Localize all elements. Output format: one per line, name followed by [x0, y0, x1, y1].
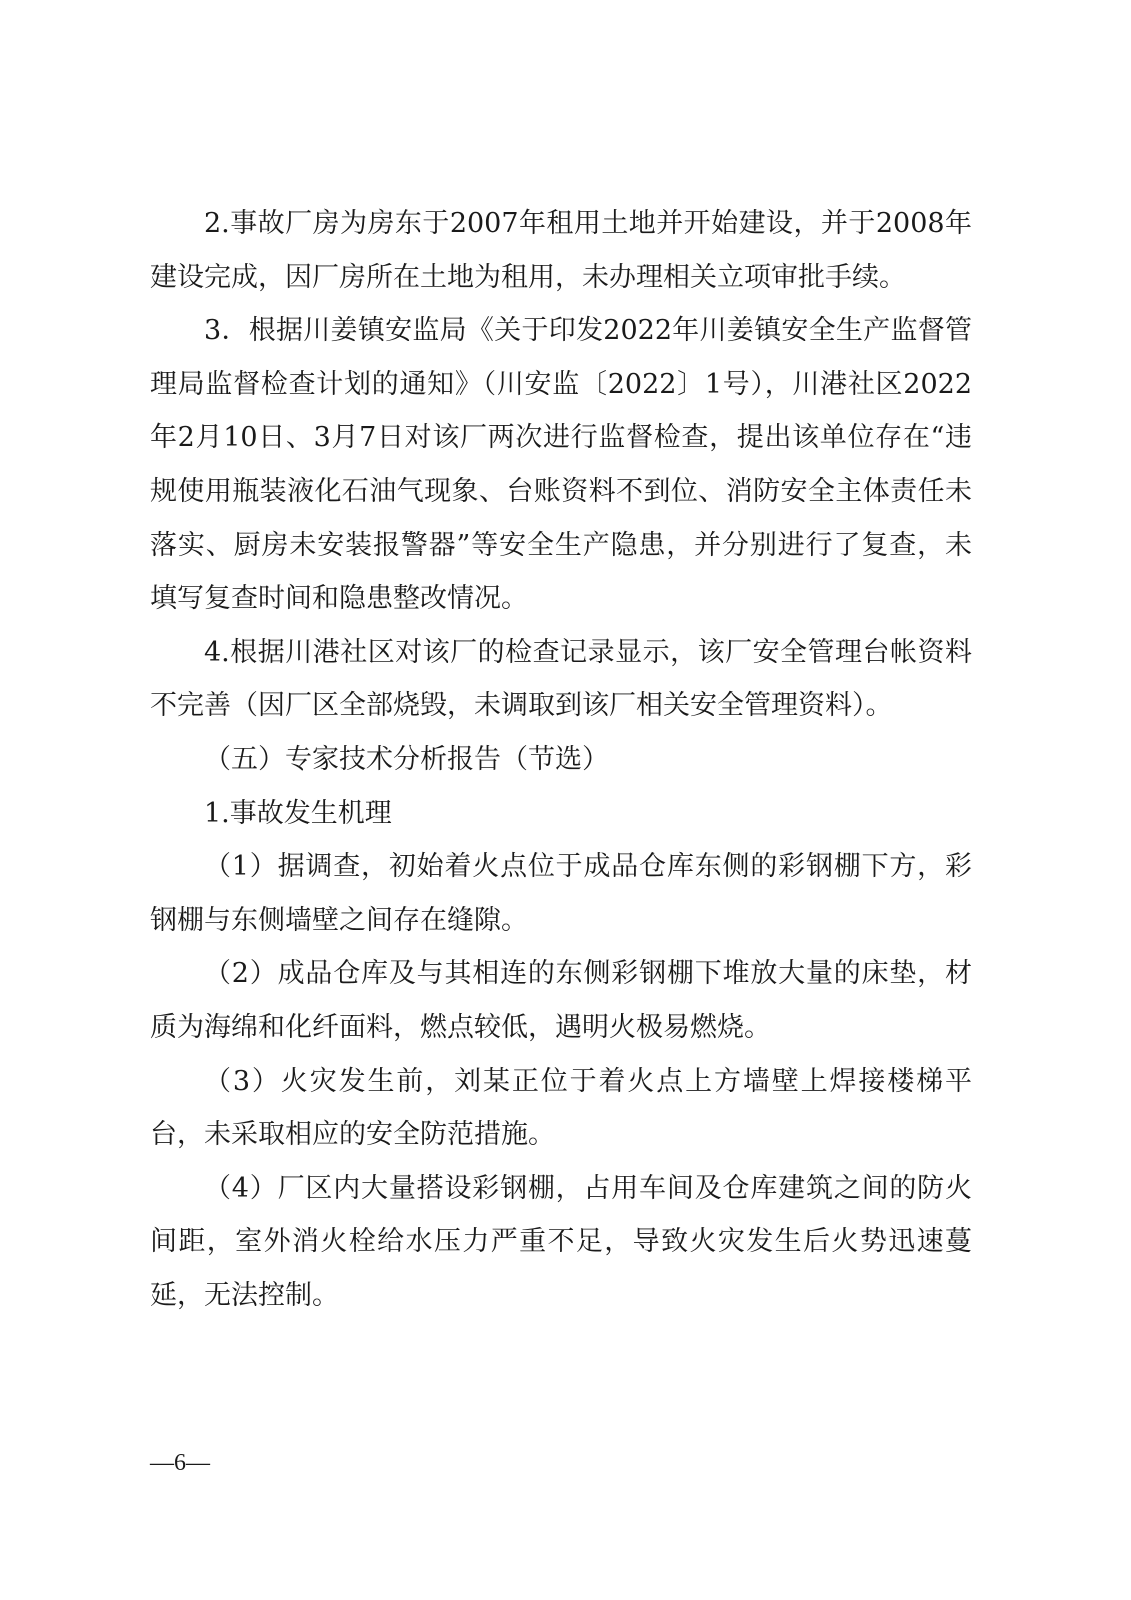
section-heading-expert-report: （五）专家技术分析报告（节选）	[204, 743, 609, 775]
paragraph-mattress-storage: （2）成品仓库及与其相连的东侧彩钢棚下堆放大量的床垫，材质为海绵和化纤面料，燃点较低，遇明火极易燃烧。	[150, 958, 972, 1043]
subheading-accident-mechanism: 1.事故发生机理	[204, 797, 392, 829]
paragraph-factory-construction: 2.事故厂房为房东于2007年租用土地并开始建设，并于2008年建设完成，因厂房所在土地为租用，未办理相关立项审批手续。	[150, 208, 972, 293]
paragraph-inspection-record: 3．根据川姜镇安监局《关于印发2022年川姜镇安全生产监督管理局监督检查计划的通知》（川安监〔2022〕1号），川港社区2022年2月10日、3月7日对该厂两次进行监督检查，提出该单位存在“违规使用瓶装液化石油气现象、台账资料不到位、消防安全主体责任未落实、厨房未安装报警器”等安全生产隐患，并分别进行了复查，未填写复查时间和隐患整改情况。	[150, 315, 972, 615]
paragraph-fire-spread: （4）厂区内大量搭设彩钢棚，占用车间及仓库建筑之间的防火间距，室外消火栓给水压力严重不足，导致火灾发生后火势迅速蔓延，无法控制。	[150, 1172, 972, 1311]
document-body	[150, 197, 972, 1322]
paragraph-safety-ledger: 4.根据川港社区对该厂的检查记录显示，该厂安全管理台帐资料不完善（因厂区全部烧毁，未调取到该厂相关安全管理资料）。	[150, 636, 972, 722]
page-number: —6—	[150, 1450, 210, 1476]
paragraph-ignition-point: （1）据调查，初始着火点位于成品仓库东侧的彩钢棚下方，彩钢棚与东侧墙壁之间存在缝隙。	[150, 851, 972, 936]
paragraph-welding-work: （3）火灾发生前，刘某正位于着火点上方墙壁上焊接楼梯平台，未采取相应的安全防范措施。	[150, 1065, 972, 1151]
